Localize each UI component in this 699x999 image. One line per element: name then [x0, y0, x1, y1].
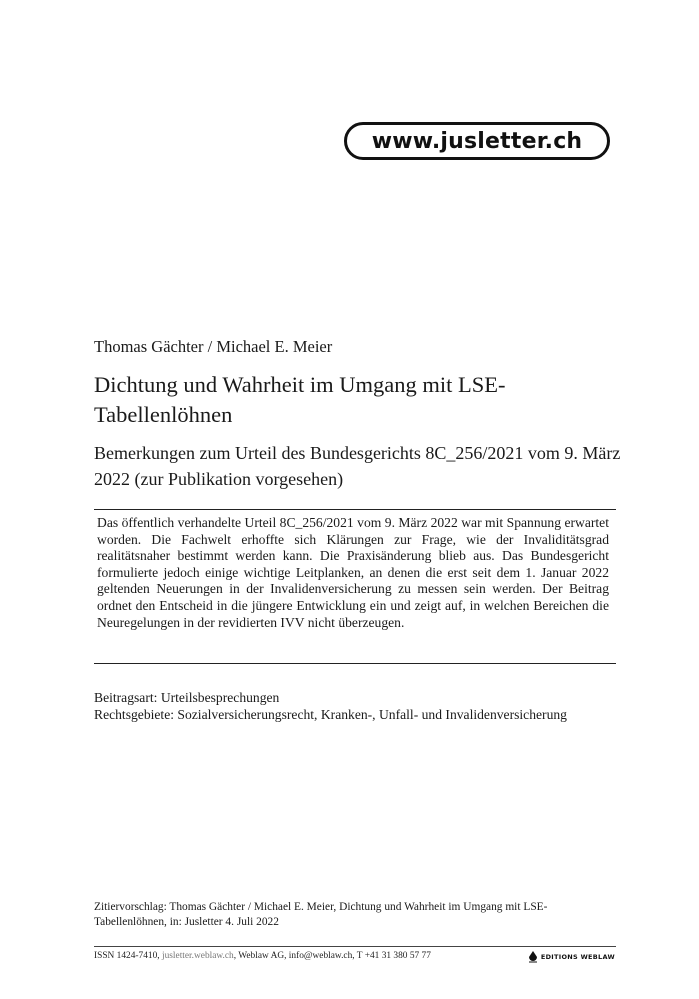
weblaw-drop-icon	[528, 951, 538, 963]
article-subtitle: Bemerkungen zum Urteil des Bundesgerichts 8C_256/2021 vom 9. März 2022 (zur Publikation vorgesehen)	[94, 443, 621, 489]
abstract-top-rule	[94, 509, 616, 510]
citation-suggestion: Zitiervorschlag: Thomas Gächter / Michael E. Meier, Dichtung und Wahrheit im Umgang mit LSE-Tabellenlöhnen, in: Jusletter 4. Juli 2022	[94, 901, 548, 928]
jusletter-logo[interactable]	[344, 122, 610, 160]
article-type: Beitragsart: Urteilsbesprechungen	[94, 690, 280, 705]
article-title: Dichtung und Wahrheit im Umgang mit LSE-Tabellenlöhnen	[94, 372, 506, 427]
jusletter-link[interactable]: jusletter.weblaw.ch	[161, 951, 234, 961]
legal-areas: Rechtsgebiete: Sozialversicherungsrecht, Kranken-, Unfall- und Invalidenversicherung	[94, 706, 567, 722]
footer-info	[94, 951, 431, 961]
article-abstract: Das öffentlich verhandelte Urteil 8C_256/2021 vom 9. März 2022 war mit Spannung erwartet worden. Die Fachwelt erhoffte sich Klärungen zur Frage, wie der Invaliditätsgrad realitätsnaher bestimmt werden kann. Die Praxisänderung blieb aus. Das Bundesgericht formulierte jedoch einige wichtige Leitplanken, an denen die erst seit dem 1. Januar 2022 geltenden Neuerungen in der Invalidenversicherung zu messen sein werden. Der Beitrag ordnet den Entscheid in die jüngere Entwicklung ein und zeigt auf, in welchen Bereichen die Neuregelungen in der revidierten IVV nicht überzeugen.	[97, 515, 609, 630]
publisher-logo	[528, 951, 615, 963]
article-authors: Thomas Gächter / Michael E. Meier	[94, 337, 333, 356]
logo-text: www.jusletter.ch	[371, 128, 583, 154]
issn-text: ISSN 1424-7410,	[94, 951, 162, 961]
publisher-name: EDITIONS WEBLAW	[540, 953, 615, 961]
footer-rule	[94, 946, 616, 947]
contact-text: , Weblaw AG, info@weblaw.ch, T +41 31 380 57 77	[233, 951, 431, 961]
article-metadata	[94, 690, 594, 724]
abstract-bottom-rule	[94, 663, 616, 664]
